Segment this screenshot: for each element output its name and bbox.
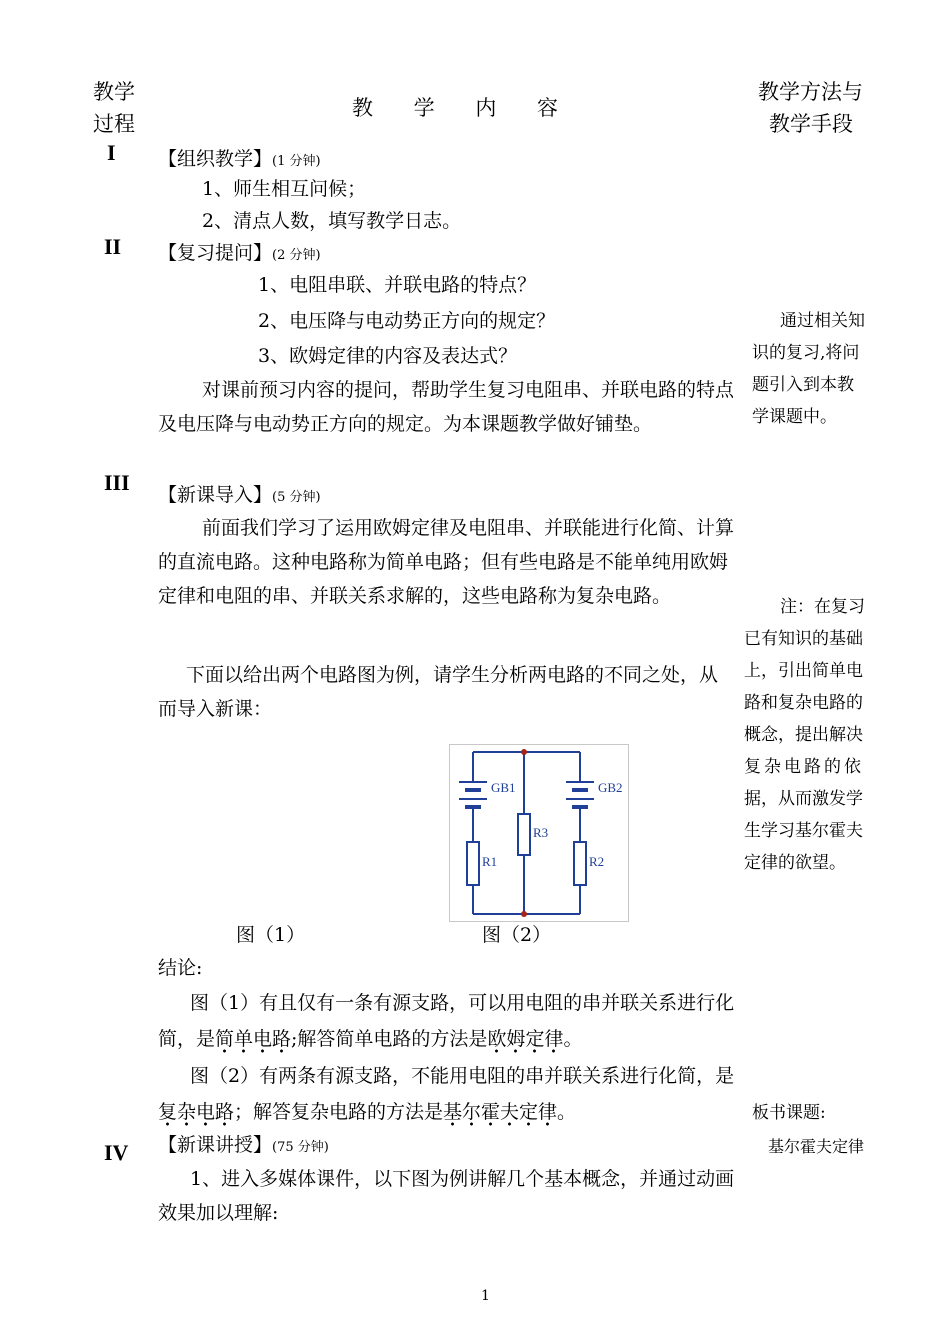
figure-1-label: 图（1） [236, 924, 306, 946]
c1-emphasis-ohms-law: 欧姆定律 [487, 1028, 563, 1054]
side-note-2-line-2: 已有知识的基础 [744, 629, 863, 649]
side-note-3-label: 板书课题: [752, 1103, 826, 1123]
c1-text-a: 图（1）有且仅有一条有源支路，可以用电阻的串并联关系进行化简，是 [158, 992, 735, 1050]
label-gb2: GB2 [598, 780, 623, 795]
c2-emphasis-complex-circuit: 复杂电路 [158, 1101, 234, 1127]
s3-paragraph-1: 前面我们学习了运用欧姆定律及电阻串、并联能进行化简、计算的直流电路。这种电路称为简单电路；但有些电路是不能单纯用欧姆定律和电阻的串、并联关系求解的，这些电路称为复杂电路。 [158, 517, 735, 607]
side-note-2-line-5: 概念，提出解决 [744, 725, 863, 745]
figure-2-label: 图（2） [482, 924, 552, 946]
side-note-2-line-4: 路和复杂电路的 [744, 693, 863, 713]
c2-text-a: 图（2）有两条有源支路，不能用电阻的串并联关系进行化简，是 [190, 1065, 735, 1087]
section-1-time: (1 分钟) [272, 154, 321, 169]
junction-dot-bottom [521, 911, 527, 917]
section-2-numeral: II [104, 234, 122, 259]
conclusion-paragraph-2 [158, 1058, 736, 1130]
c2-text-c: ；解答复杂电路的方法是 [234, 1101, 444, 1123]
side-note-2-line-8: 生学习基尔霍夫 [744, 821, 863, 841]
side-note-1-line-3: 题引入到本教 [752, 375, 854, 395]
section-2-title: 【复习提问】 [158, 242, 273, 264]
label-r1: R1 [482, 854, 498, 869]
header-method-line2: 教学手段 [769, 112, 853, 136]
side-note-2-line-1: 注：在复习 [780, 597, 865, 617]
s1-item-1: 1、师生相互问候； [202, 178, 367, 200]
side-note-1-line-4: 学课题中。 [752, 407, 837, 427]
junction-dot-top [521, 749, 527, 755]
s2-paragraph: 对课前预习内容的提问，帮助学生复习电阻串、并联电路的特点及电压降与电动势正方向的规定。为本课题教学做好铺垫。 [158, 379, 735, 435]
section-4-numeral: IV [104, 1140, 129, 1165]
side-note-2-line-3: 上，引出简单电 [744, 661, 863, 681]
s2-item-3: 3、欧姆定律的内容及表达式？ [258, 345, 518, 367]
section-1-numeral: I [107, 140, 116, 165]
section-4-heading [158, 1130, 329, 1157]
label-r2: R2 [589, 854, 605, 869]
header-process-line1: 教学 [93, 80, 135, 104]
header-process-line2: 过程 [93, 112, 135, 136]
side-note-3-title: 基尔霍夫定律 [768, 1137, 865, 1156]
section-3-time: (5 分钟) [272, 490, 321, 505]
s2-item-2: 2、电压降与电动势正方向的规定？ [258, 310, 556, 332]
section-3-heading [158, 480, 321, 507]
c1-emphasis-simple-circuit: 简单电路 [215, 1028, 291, 1054]
s4-paragraph: 1、进入多媒体课件，以下图为例讲解几个基本概念，并通过动画效果加以理解: [158, 1168, 735, 1224]
c2-text-e: 。 [557, 1101, 577, 1123]
s3-paragraph-2: 下面以给出两个电路图为例，请学生分析两电路的不同之处，从而导入新课： [158, 664, 719, 720]
conclusion-paragraph-1 [158, 985, 736, 1057]
section-4-time: (75 分钟) [272, 1140, 329, 1155]
side-note-1-line-1: 通过相关知 [780, 311, 865, 331]
side-note-2-line-6: 复杂电路的依 [744, 757, 864, 777]
c2-emphasis-kirchhoff-law: 基尔霍夫定律 [443, 1101, 557, 1127]
side-note-2-line-7: 据，从而激发学 [744, 789, 863, 809]
header-method-line1: 教学方法与 [758, 80, 863, 104]
section-3-numeral: III [104, 470, 130, 495]
section-2-time: (2 分钟) [272, 248, 321, 263]
side-note-2-line-9: 定律的欲望。 [744, 853, 846, 873]
section-1-heading [158, 144, 321, 171]
side-note-1-line-2: 识的复习,将问 [752, 343, 860, 363]
s2-item-1: 1、电阻串联、并联电路的特点？ [258, 274, 537, 296]
section-2-heading [158, 238, 321, 265]
label-gb1: GB1 [491, 780, 516, 795]
label-r3: R3 [533, 825, 549, 840]
circuit-diagram [449, 744, 629, 922]
page-number: 1 [481, 1288, 490, 1304]
s1-item-2: 2、清点人数，填写教学日志。 [202, 210, 462, 232]
c1-text-e: 。 [563, 1028, 583, 1050]
section-3-title: 【新课导入】 [158, 484, 273, 506]
conclusion-heading: 结论: [158, 957, 203, 979]
c1-text-c: ;解答简单电路的方法是 [291, 1028, 488, 1050]
section-1-title: 【组织教学】 [158, 148, 273, 170]
section-4-title: 【新课讲授】 [158, 1134, 273, 1156]
header-content: 教 学 内 容 [352, 96, 559, 120]
